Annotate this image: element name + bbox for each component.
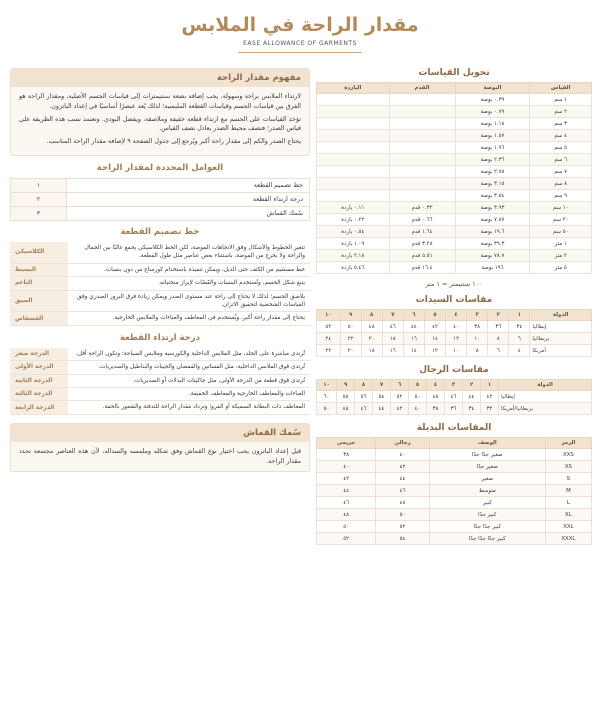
- size-cell: ٢٢: [317, 345, 341, 357]
- column-header: ٣: [445, 380, 463, 391]
- table-row: [317, 461, 592, 473]
- size-cell: ١٨: [382, 333, 403, 345]
- column-header: الياردة: [317, 83, 390, 94]
- size-cell: ٥٠: [409, 391, 427, 403]
- size-cell: ٥٤: [373, 391, 391, 403]
- size-cell: ١٦: [382, 345, 403, 357]
- size-cell: ٥٠: [340, 321, 361, 333]
- table-cell: ٣.١٥ بوصة: [455, 178, 530, 190]
- size-cell: ٨: [488, 333, 509, 345]
- column-header: الوصف: [429, 438, 545, 449]
- table-cell: ٤ سم: [530, 130, 592, 142]
- factor-number: ١: [11, 179, 67, 192]
- table-row: [317, 449, 592, 461]
- title-divider: [238, 52, 362, 53]
- column-header: البوصة: [455, 83, 530, 94]
- table-cell: XXS: [545, 449, 591, 461]
- column-header: ٨: [361, 310, 382, 321]
- size-cell: ٤٨: [427, 391, 445, 403]
- table-row: [317, 403, 592, 415]
- table-row: [10, 312, 310, 325]
- column-header: ٤: [446, 310, 467, 321]
- table-row: [317, 345, 592, 357]
- table-cell: كبير جدًا: [429, 509, 545, 521]
- table-cell: ٠.٣٢ قدم: [389, 202, 455, 214]
- table-cell: [389, 130, 455, 142]
- column-header: ٥: [409, 380, 427, 391]
- table-cell: [389, 154, 455, 166]
- wear-key: الدرجة الثانية: [10, 374, 68, 387]
- column-header: ٨: [355, 380, 373, 391]
- table-cell: ٣.٢٨ قدم: [389, 238, 455, 250]
- size-cell: ١٢: [424, 345, 445, 357]
- design-key: الضيق: [10, 290, 68, 312]
- table-cell: ٣٩.٣ بوصة: [455, 238, 530, 250]
- men-sizes-table: [316, 379, 592, 415]
- table-cell: [317, 130, 390, 142]
- size-cell: ١٢: [446, 333, 467, 345]
- size-cell: ٥٦: [355, 391, 373, 403]
- size-cell: ٤٦: [382, 321, 403, 333]
- size-cell: ١٤: [424, 333, 445, 345]
- table-row: [317, 166, 592, 178]
- table-cell: XS: [545, 461, 591, 473]
- table-cell: ٤٠: [317, 461, 376, 473]
- design-key: البسيط: [10, 263, 68, 276]
- size-cell: ٤٠: [409, 403, 427, 415]
- table-cell: XXXL: [545, 533, 591, 545]
- table-cell: ٧٨.٧ بوصة: [455, 250, 530, 262]
- wear-title: درجة ارتداء القطعة: [119, 332, 201, 343]
- table-cell: متوسط: [429, 485, 545, 497]
- table-row: [317, 521, 592, 533]
- country-label: بريطانيا/أمريكا: [498, 403, 591, 415]
- wear-text: تُرتدى مباشرة على الجلد، مثل الملابس الداخلية والكورسيه وملابس السباحة؛ وتكون الراحة أقل.: [68, 348, 310, 361]
- size-cell: ٤٤: [462, 391, 480, 403]
- table-row: [10, 242, 310, 263]
- table-cell: ٤٨: [376, 497, 430, 509]
- size-cell: ٤٤: [403, 321, 424, 333]
- table-cell: صغير: [429, 473, 545, 485]
- table-cell: [317, 178, 390, 190]
- men-title: مقاسات الرجال: [419, 365, 489, 375]
- size-cell: ٣٨: [467, 321, 488, 333]
- table-cell: ٨ سم: [530, 178, 592, 190]
- size-cell: ٤٢: [424, 321, 445, 333]
- table-cell: ١ متر: [530, 238, 592, 250]
- fabric-box: [10, 423, 310, 473]
- size-cell: ٢٠: [340, 345, 361, 357]
- table-cell: ٥٢: [376, 521, 430, 533]
- wear-key: الدرجة الثالثة: [10, 388, 68, 401]
- table-cell: ٥٠: [376, 509, 430, 521]
- page-title: مقدار الراحة في الملابس: [181, 14, 419, 36]
- concept-title: مفهوم مقدار الراحة: [11, 69, 309, 87]
- table-row: [317, 509, 592, 521]
- table-cell: ٤٢: [317, 473, 376, 485]
- table-cell: ٤٤: [376, 473, 430, 485]
- size-cell: ٢٠: [361, 333, 382, 345]
- table-cell: ٢٠ سم: [530, 214, 592, 226]
- table-cell: ٣٨: [317, 449, 376, 461]
- table-cell: ٧ سم: [530, 166, 592, 178]
- column-header: ٩: [340, 310, 361, 321]
- size-cell: ١٠: [467, 333, 488, 345]
- table-cell: ٠.٥٤ ياردة: [317, 226, 390, 238]
- conversion-table: [316, 82, 592, 274]
- table-cell: كبير جدًا جدًا: [429, 521, 545, 533]
- size-cell: ٤٢: [480, 391, 498, 403]
- design-title: خط تصميم القطعة: [120, 226, 200, 237]
- factors-list: [10, 178, 310, 221]
- size-cell: ٤٠: [446, 321, 467, 333]
- size-cell: ٥٨: [337, 391, 355, 403]
- size-cell: ٤: [509, 345, 530, 357]
- table-cell: ٤٠: [376, 449, 430, 461]
- table-cell: ١.٩٦ بوصة: [455, 142, 530, 154]
- column-header: حريمي: [317, 438, 376, 449]
- wear-key: الدرجة صفر: [10, 348, 68, 361]
- size-cell: ٦: [488, 345, 509, 357]
- concept-paragraph: يحتاج الصدر والكم إلى مقدار راحة أكبر ويُرجع إلى جدول الصفحة ٩ لإضافة مقدار الراحة المناسب.: [46, 138, 301, 146]
- table-row: [317, 533, 592, 545]
- size-cell: ٣٨: [427, 403, 445, 415]
- table-cell: [389, 94, 455, 106]
- table-cell: كبير: [429, 497, 545, 509]
- table-cell: XL: [545, 509, 591, 521]
- table-cell: ٣.٥٤ بوصة: [455, 190, 530, 202]
- column-header: رجالي: [376, 438, 430, 449]
- table-cell: ٥.٤٦ ياردة: [317, 262, 390, 274]
- table-cell: [317, 118, 390, 130]
- table-row: [10, 277, 310, 290]
- table-cell: [389, 178, 455, 190]
- design-text: خط مستقيم من الكتف حتى الذيل، ويمكن تنفيذه باستخدام كورساج من دون بنسات.: [68, 263, 310, 276]
- table-cell: ٢.١٨ ياردة: [317, 250, 390, 262]
- table-cell: [317, 166, 390, 178]
- design-text: تتغير الخطوط والأشكال وفق الاتجاهات الموضة، لكن الخط الكلاسيكي يجمع غالبًا بين الجمال والراحة ولا يخرج من الموضة، باستثناء بعض عناصر مثل طول القطعة.: [68, 242, 310, 263]
- size-cell: ٤٨: [337, 403, 355, 415]
- column-header: القياس: [530, 83, 592, 94]
- table-header-row: [317, 83, 592, 94]
- column-header: ١٠: [317, 310, 341, 321]
- factor-number: ٣: [11, 207, 67, 220]
- country-label: إيطاليا: [530, 321, 592, 333]
- conversion-title: تحويل القياسات: [418, 68, 490, 78]
- table-cell: S: [545, 473, 591, 485]
- design-key: الفضفاض: [10, 312, 68, 325]
- table-row: [317, 214, 592, 226]
- size-cell: ٤٨: [361, 321, 382, 333]
- table-cell: [317, 142, 390, 154]
- size-cell: ٦٠: [317, 391, 337, 403]
- size-cell: ٦: [509, 333, 530, 345]
- size-cell: ١٨: [361, 345, 382, 357]
- table-cell: ١٩٦ بوصة: [455, 262, 530, 274]
- table-cell: [317, 94, 390, 106]
- table-cell: ١.٥٧ بوصة: [455, 130, 530, 142]
- table-row: [10, 401, 310, 414]
- table-cell: ١.٠٩ ياردة: [317, 238, 390, 250]
- size-cell: ٨: [467, 345, 488, 357]
- design-text: يحتاج إلى مقدار راحة أكبر، ويُستخدم في المعاطف والعباءات والملابس الخارجية.: [68, 312, 310, 325]
- table-cell: ١.١٨ بوصة: [455, 118, 530, 130]
- alternative-title: المقاسات البديلة: [416, 423, 492, 433]
- table-cell: [317, 154, 390, 166]
- wear-text: المعاطف ذات البطانة السميكة أو الفرو؛ وتزداد مقدار الراحة للتدفئة والشعور بالخفة.: [68, 401, 310, 414]
- column-header: ٦: [403, 310, 424, 321]
- table-row: [317, 333, 592, 345]
- column-header: ١: [509, 310, 530, 321]
- table-cell: ٧.٨٧ بوصة: [455, 214, 530, 226]
- table-row: [10, 263, 310, 276]
- table-cell: ٠.٣٩ بوصة: [455, 94, 530, 106]
- table-row: [10, 348, 310, 361]
- table-row: [317, 485, 592, 497]
- concept-paragraph: لارتداء الملابس براحة وسهولة، يجب إضافة بضعة سنتيمترات إلى قياسات الجسم الأصلية، ومقدار الراحة هو الفرق بين قياسات الجسم وقياسات القطعة الملبسية؛ لذلك يُعد عنصرًا أساسيًا في إعداد الباترون.: [19, 93, 301, 110]
- table-row: [317, 142, 592, 154]
- table-row: [317, 497, 592, 509]
- column-header: ٦: [391, 380, 409, 391]
- table-cell: ١٦.٤ قدم: [389, 262, 455, 274]
- table-cell: ٤٨: [317, 509, 376, 521]
- column-header: ٧: [382, 310, 403, 321]
- fabric-title: سُمك القماش: [11, 424, 309, 442]
- size-cell: ٣٢: [480, 403, 498, 415]
- text-column: [10, 68, 310, 472]
- country-label: بريطانيا: [530, 333, 592, 345]
- size-cell: ٢٢: [340, 333, 361, 345]
- size-cell: ٣٤: [462, 403, 480, 415]
- table-cell: ٣.٩٣ بوصة: [455, 202, 530, 214]
- column-header: ٥: [424, 310, 445, 321]
- table-cell: [389, 166, 455, 178]
- table-cell: ٢ متر: [530, 250, 592, 262]
- table-row: [317, 250, 592, 262]
- conversion-note: ١٠٠ سنتيمتر = ١ متر: [425, 280, 483, 288]
- table-row: [317, 226, 592, 238]
- table-row: [317, 154, 592, 166]
- size-cell: ٥٢: [317, 321, 341, 333]
- table-row: [317, 238, 592, 250]
- wear-text: تُرتدى فوق الملابس الداخلية، مثل الفساتين والقمصان والجيبات والبناطيل والصديريات.: [68, 361, 310, 374]
- table-row: [317, 262, 592, 274]
- table-row: [10, 361, 310, 374]
- factors-title: العوامل المحددة لمقدار الراحة: [96, 162, 224, 173]
- table-row: [317, 391, 592, 403]
- table-cell: ٢.٧٥ بوصة: [455, 166, 530, 178]
- size-cell: ٤٦: [445, 391, 463, 403]
- concept-paragraph: تؤخذ القياسات على الجسم مع ارتداء قطعة خفيفة وملاصقة، ويفضل البودي. وتعتمد نسب هذه الطريقة على قياس الصدر؛ فنصف محيط الصدر يعادل نصف القياس.: [19, 115, 301, 133]
- table-cell: ١٠ سم: [530, 202, 592, 214]
- wear-key: الدرجة الأولى: [10, 361, 68, 374]
- table-cell: ١ سم: [530, 94, 592, 106]
- alternative-sizes-table: [316, 437, 592, 545]
- column-header: ١: [480, 380, 498, 391]
- size-cell: ٣٤: [509, 321, 530, 333]
- factor-item: [10, 192, 310, 207]
- size-cell: ٣٦: [488, 321, 509, 333]
- table-cell: ٦ سم: [530, 154, 592, 166]
- table-cell: ٩ سم: [530, 190, 592, 202]
- table-row: [317, 202, 592, 214]
- size-cell: ٤٦: [355, 403, 373, 415]
- wear-table: [10, 348, 310, 415]
- table-cell: L: [545, 497, 591, 509]
- table-cell: ٥ متر: [530, 262, 592, 274]
- table-row: [317, 321, 592, 333]
- size-cell: ٥٠: [317, 403, 337, 415]
- size-cell: ١٦: [403, 333, 424, 345]
- table-row: [317, 130, 592, 142]
- column-header: ٩: [337, 380, 355, 391]
- size-cell: ٤٢: [391, 403, 409, 415]
- table-cell: ٥.٥١ قدم: [389, 250, 455, 262]
- country-label: أمريكا: [530, 345, 592, 357]
- table-cell: ٢ سم: [530, 106, 592, 118]
- column-header: ١٠: [317, 380, 337, 391]
- column-header: ٢: [462, 380, 480, 391]
- column-header: الدولة: [498, 380, 591, 391]
- table-cell: [389, 118, 455, 130]
- wear-text: تُرتدى فوق قطعة من الدرجة الأولى، مثل جاكيتات البدلات أو الصديريات.: [68, 374, 310, 387]
- table-cell: ١٩.٦ بوصة: [455, 226, 530, 238]
- women-title: مقاسات السيدات: [415, 295, 493, 305]
- table-cell: [317, 190, 390, 202]
- size-cell: ٥٢: [391, 391, 409, 403]
- table-cell: ٠.٢٢ ياردة: [317, 214, 390, 226]
- table-cell: [389, 106, 455, 118]
- table-cell: [317, 106, 390, 118]
- table-cell: M: [545, 485, 591, 497]
- table-cell: ٤٦: [376, 485, 430, 497]
- table-cell: ٤٤: [317, 485, 376, 497]
- column-header: ٢: [488, 310, 509, 321]
- fabric-text: قبل إعداد الباترون يجب اختيار نوع القماش وفق شكله وملمسه والسداله، لأن هذه العناصر مجتمعة تحدد مقدار الراحة.: [19, 447, 301, 465]
- column-header: ٣: [467, 310, 488, 321]
- country-label: إيطاليا: [498, 391, 591, 403]
- concept-body: [11, 87, 309, 155]
- wear-text: العباءات والمعاطف الخارجية والمعاطف الخفيفة.: [68, 388, 310, 401]
- column-header: ٧: [373, 380, 391, 391]
- page-subtitle: EASE ALLOWANCE OF GARMENTS: [243, 40, 357, 47]
- size-cell: ١٠: [446, 345, 467, 357]
- table-cell: صغير جدًا: [429, 461, 545, 473]
- table-row: [317, 473, 592, 485]
- table-cell: ٢.٣٦ بوصة: [455, 154, 530, 166]
- table-cell: ٥ سم: [530, 142, 592, 154]
- table-cell: ٥٢: [317, 533, 376, 545]
- table-row: [317, 106, 592, 118]
- size-cell: ٢٤: [317, 333, 341, 345]
- table-row: [10, 388, 310, 401]
- factor-item: [10, 178, 310, 193]
- table-row: [10, 374, 310, 387]
- design-text: يلاصق الجسم؛ لذلك لا يحتاج إلى راحة عند مستوى الصدر ويمكن زيادة فرق البروز الصدري وفق القياسات الشخصية لتحقيق الاتزان.: [68, 290, 310, 312]
- factor-label: خط تصميم القطعة: [67, 179, 309, 192]
- column-header: الرمز: [545, 438, 591, 449]
- design-key: الناعم: [10, 277, 68, 290]
- size-cell: ٤٤: [373, 403, 391, 415]
- table-cell: [389, 142, 455, 154]
- table-header-row: [317, 380, 592, 391]
- table-cell: ٠.٧٩ بوصة: [455, 106, 530, 118]
- table-cell: كبير جدًا جدًا جدًا: [429, 533, 545, 545]
- tables-column: [316, 68, 592, 545]
- design-table: [10, 242, 310, 326]
- table-cell: XXL: [545, 521, 591, 533]
- table-cell: ٥٤: [376, 533, 430, 545]
- table-cell: صغير جدًا جدًا: [429, 449, 545, 461]
- women-sizes-table: [316, 309, 592, 357]
- size-cell: ٣٦: [445, 403, 463, 415]
- factor-label: سُمك القماش: [67, 207, 309, 220]
- table-row: [317, 190, 592, 202]
- column-header: الدولة: [530, 310, 592, 321]
- table-row: [317, 94, 592, 106]
- table-cell: ٥٠: [317, 521, 376, 533]
- table-cell: ٤٢: [376, 461, 430, 473]
- size-cell: ١٤: [403, 345, 424, 357]
- concept-box: [10, 68, 310, 156]
- factor-number: ٢: [11, 193, 67, 206]
- table-header-row: [317, 438, 592, 449]
- design-key: الكلاسيكي: [10, 242, 68, 263]
- table-header-row: [317, 310, 592, 321]
- table-cell: ٤٦: [317, 497, 376, 509]
- column-header: ٤: [427, 380, 445, 391]
- factor-label: درجة ارتداء القطعة: [67, 193, 309, 206]
- column-header: القدم: [389, 83, 455, 94]
- table-cell: ٥٠ سم: [530, 226, 592, 238]
- table-row: [10, 290, 310, 312]
- wear-key: الدرجة الرابعة: [10, 401, 68, 414]
- table-cell: ٠.٦٦ قدم: [389, 214, 455, 226]
- table-cell: ٠.١١ ياردة: [317, 202, 390, 214]
- factor-item: [10, 206, 310, 221]
- design-text: يتبع شكل الجسم، وتُستخدم البنسات والقَصّات لإبراز منحنياته.: [68, 277, 310, 290]
- table-row: [317, 178, 592, 190]
- table-cell: ٣ سم: [530, 118, 592, 130]
- table-cell: [389, 190, 455, 202]
- table-row: [317, 118, 592, 130]
- table-cell: ١.٦٤ قدم: [389, 226, 455, 238]
